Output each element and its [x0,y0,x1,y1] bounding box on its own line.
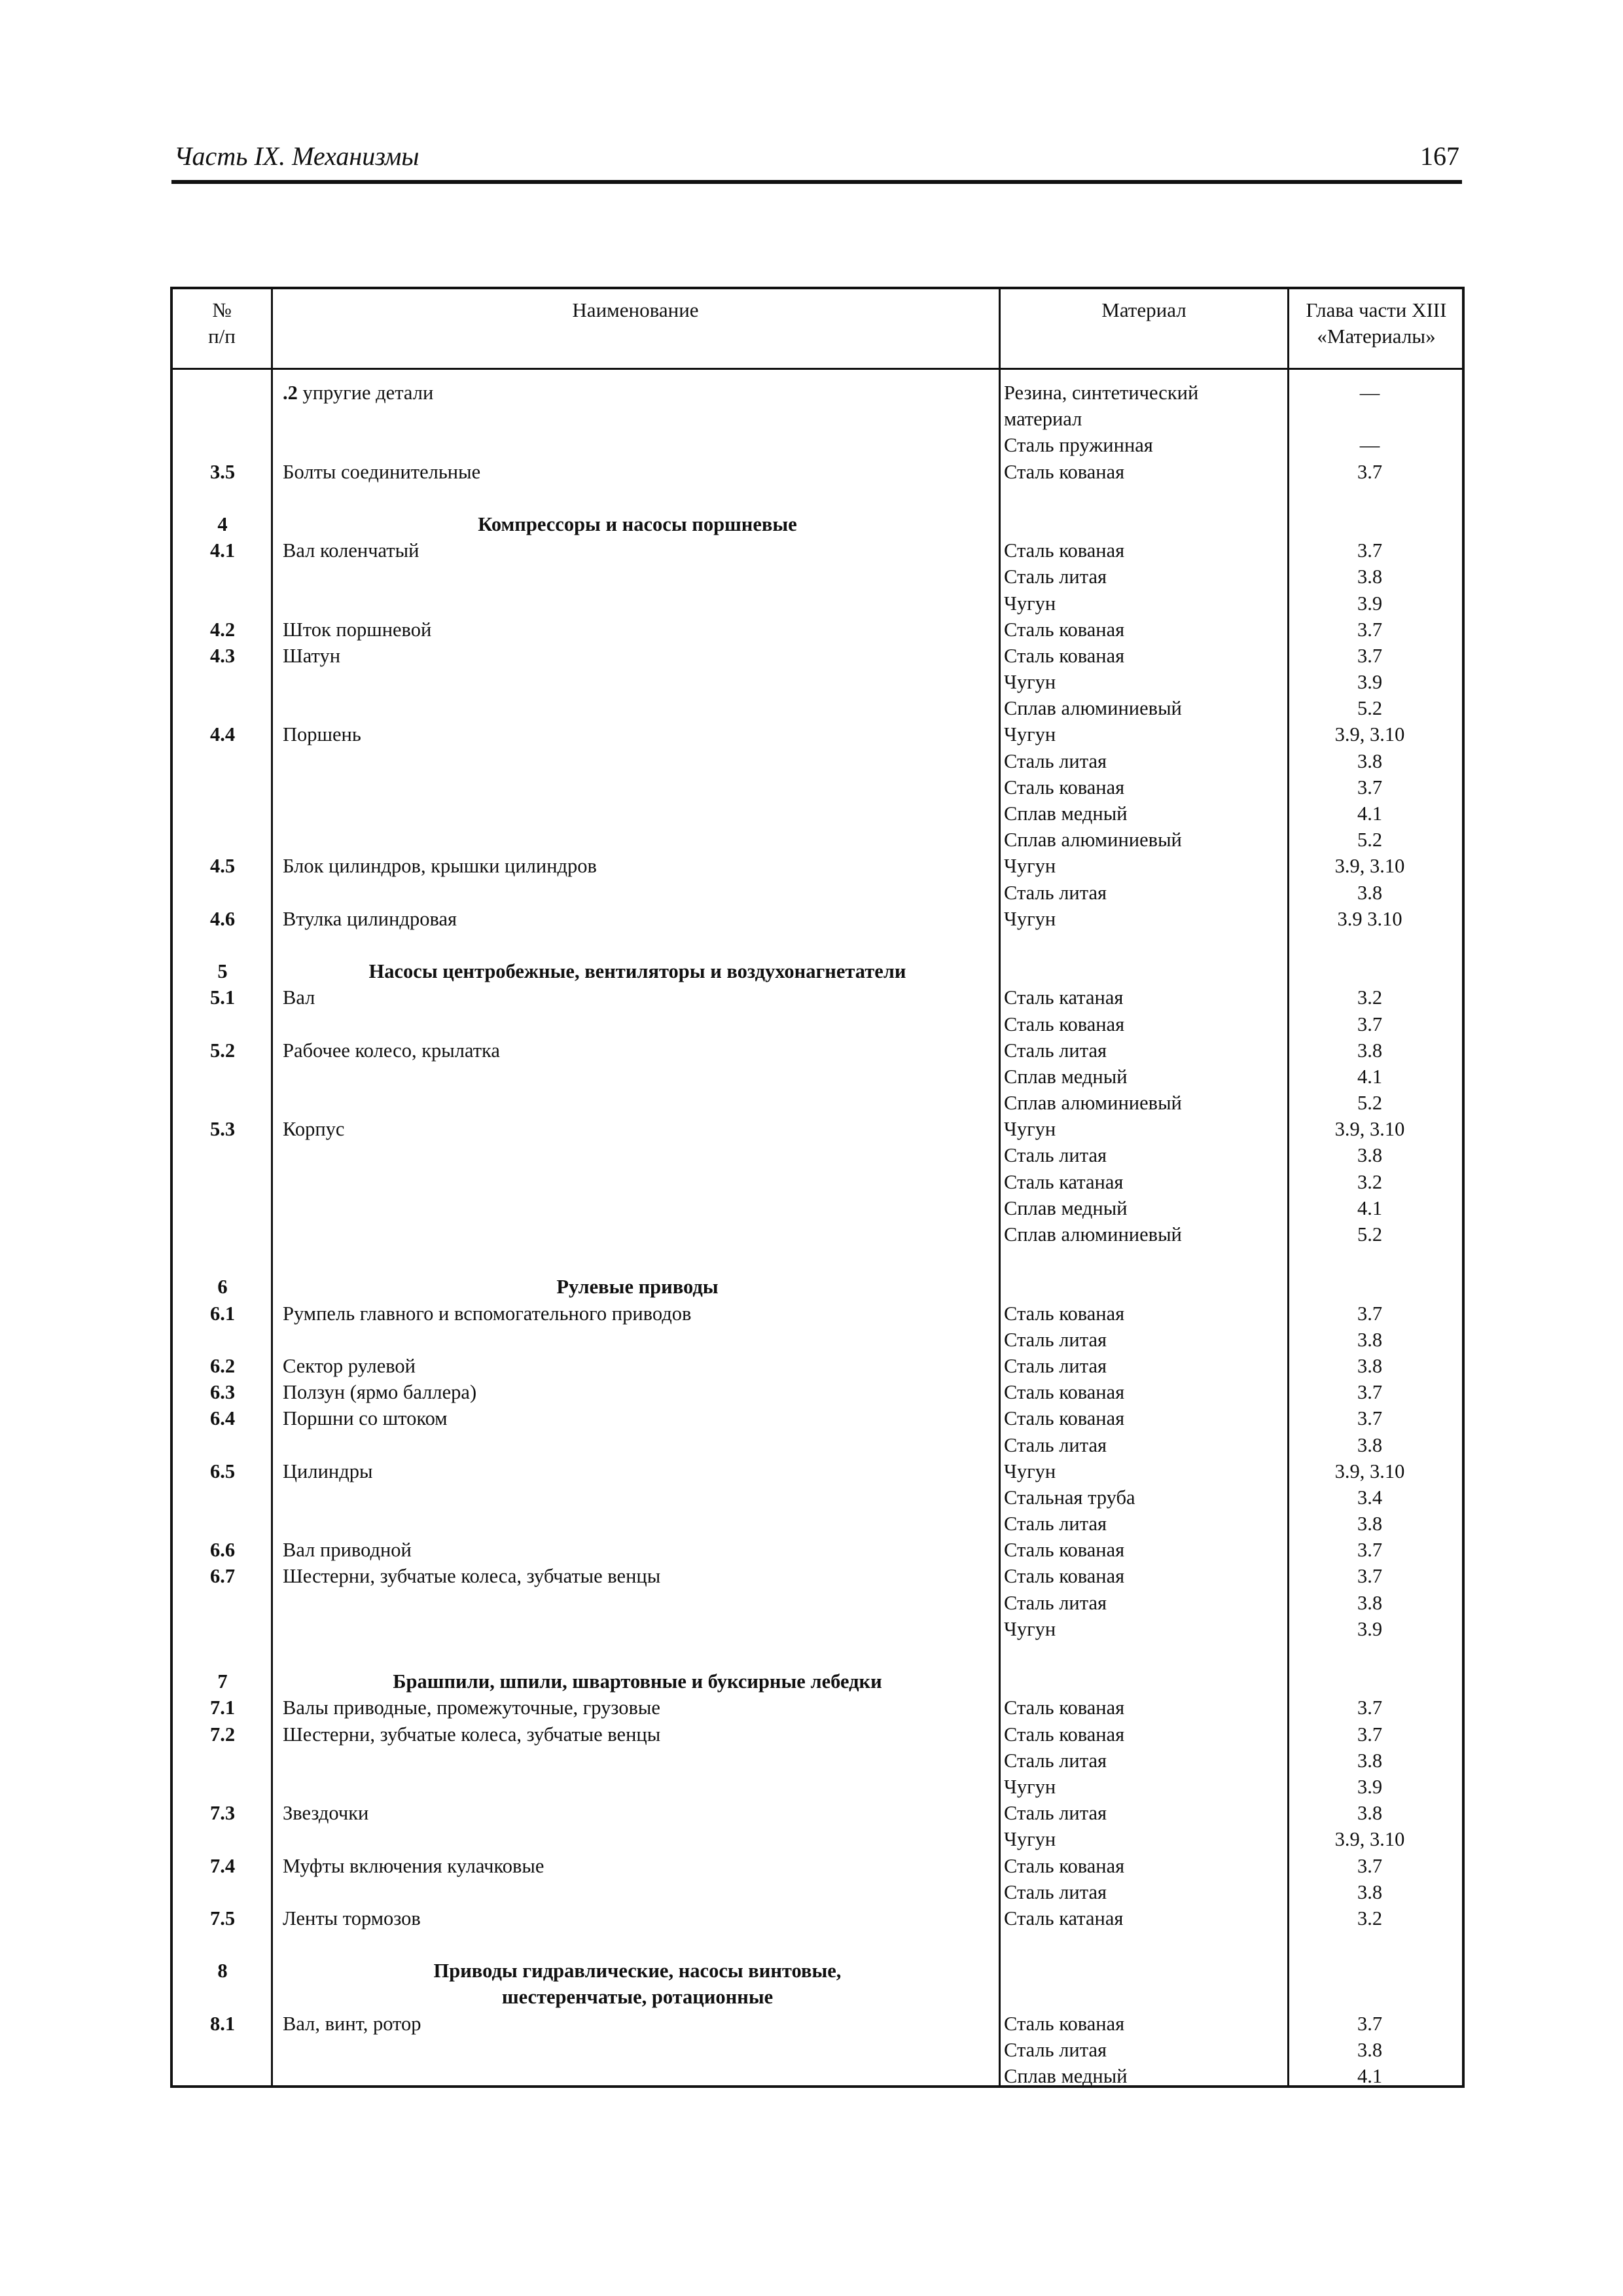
material: Сталь кованая [1004,460,1125,483]
chapter-reference: 3.7 [1357,1539,1383,1562]
chapter-reference: 3.9 [1357,671,1383,694]
item-name: Сектор рулевой [283,1354,416,1377]
item-number: 6.1 [209,1302,236,1325]
chapter-reference: 3.9 3.10 [1337,907,1402,930]
chapter-reference: 3.2 [1357,1907,1383,1929]
chapter-reference: 3.9, 3.10 [1334,723,1405,746]
chapter-reference: 3.9 [1357,1775,1383,1798]
chapter-reference: 3.7 [1357,2012,1383,2035]
table-row [173,1274,1462,1300]
item-name: Вал приводной [283,1539,412,1562]
material: Сталь кованая [1004,618,1125,641]
table-row [173,1300,1462,1327]
material: Сплав медный [1004,802,1128,825]
table-row [173,721,1462,747]
table-row [173,1958,1462,1984]
table-row [173,1458,1462,1484]
chapter-reference: 3.8 [1357,1880,1383,1903]
item-name: Ленты тормозов [283,1907,421,1929]
item-number: 7.4 [209,1854,236,1877]
col-header-material: Материал [1101,298,1186,321]
table-row [173,1090,1462,1116]
material: Чугун [1004,592,1056,615]
material: Сталь кованая [1004,1381,1125,1404]
page-number: 167 [1420,141,1459,171]
material: Сталь кованая [1004,1723,1125,1746]
chapter-reference: 4.1 [1357,1065,1383,1088]
chapter-reference: 3.7 [1357,644,1383,667]
table-row [173,1432,1462,1458]
item-name: Валы приводные, промежуточные, грузовые [283,1696,660,1719]
table-row [173,1879,1462,1905]
chapter-reference: — [1359,434,1380,457]
material: Чугун [1004,1118,1056,1141]
table-row [173,984,1462,1011]
table-row [173,511,1462,537]
chapter-reference: 3.8 [1357,565,1383,588]
material: Сталь кованая [1004,1302,1125,1325]
section-heading: шестеренчатые, ротационные [501,1986,774,2009]
table-row [173,1011,1462,1037]
material: Сталь пружинная [1004,434,1153,457]
table-row [173,1221,1462,1247]
chapter-reference: 3.8 [1357,1591,1383,1614]
item-number: 6.7 [209,1565,236,1588]
item-number: 6.2 [209,1354,236,1377]
material: Стальная труба [1004,1486,1135,1509]
item-number: 5.1 [209,986,236,1009]
table-row [173,1064,1462,1090]
item-number: 4.6 [209,907,236,930]
table-row [173,617,1462,643]
table-row [173,1116,1462,1142]
item-number: 8 [217,1960,228,1982]
chapter-reference: 3.7 [1357,1302,1383,1325]
table-row [173,1405,1462,1431]
table-row [173,1984,1462,2010]
item-number: 4.3 [209,644,236,667]
table-row [173,432,1462,458]
material: Сталь кованая [1004,2012,1125,2035]
table-row [173,1616,1462,1642]
table-row [173,1721,1462,1748]
item-number: 5 [217,960,228,983]
chapter-reference: 3.8 [1357,749,1383,772]
material: Сплав алюминиевый [1004,697,1182,720]
chapter-reference: 3.8 [1357,1433,1383,1456]
chapter-reference: 3.7 [1357,1013,1383,1035]
chapter-reference: 3.8 [1357,881,1383,904]
material: Сталь кованая [1004,1407,1125,1430]
table-row [173,800,1462,827]
chapter-reference: 3.7 [1357,460,1383,483]
table-row [173,1931,1462,1958]
item-name: Румпель главного и вспомогательного приводов [283,1302,692,1325]
material: Сталь литая [1004,1039,1107,1062]
table-row [173,932,1462,958]
running-title: Часть IX. Механизмы [174,141,419,171]
table-row [173,2011,1462,2037]
item-number: 6.5 [209,1460,236,1482]
page-header [171,141,1462,184]
item-name: Вал, винт, ротор [283,2012,421,2035]
material: Сталь литая [1004,1802,1107,1825]
table-row [173,1668,1462,1695]
item-name: Муфты включения кулачковые [283,1854,544,1877]
item-number: 6 [217,1276,228,1299]
material: Сталь кованая [1004,1539,1125,1562]
chapter-reference: 3.7 [1357,1381,1383,1404]
table-row [173,1353,1462,1379]
table-row [173,2037,1462,2063]
table-row [173,1379,1462,1405]
item-name [283,380,996,406]
table-row [173,853,1462,879]
section-heading: Рулевые приводы [556,1276,719,1299]
table-row [173,590,1462,617]
item-number: 6.6 [209,1539,236,1562]
chapter-reference: 3.2 [1357,986,1383,1009]
chapter-reference: 3.8 [1357,1039,1383,1062]
chapter-reference: 3.8 [1357,1144,1383,1167]
table-row [173,1563,1462,1589]
chapter-reference: 3.9, 3.10 [1334,1828,1405,1851]
item-number: 7.1 [209,1696,236,1719]
item-name: Вал [283,986,315,1009]
material: Сталь литая [1004,1880,1107,1903]
table-row [173,827,1462,853]
material: Сталь литая [1004,749,1107,772]
table-row [173,1169,1462,1195]
table-row [173,880,1462,906]
material: Сталь кованая [1004,776,1125,798]
chapter-reference: 5.2 [1357,697,1383,720]
chapter-reference: 3.7 [1357,618,1383,641]
item-name: Втулка цилиндровая [283,907,457,930]
material: материал [1004,408,1082,431]
material: Сплав медный [1004,1196,1128,1219]
chapter-reference: 3.9 [1357,592,1383,615]
section-heading: Компрессоры и насосы поршневые [478,512,797,535]
col-header-name: Наименование [572,298,699,321]
material: Сталь литая [1004,565,1107,588]
material: Сталь кованая [1004,539,1125,562]
item-number: 5.2 [209,1039,236,1062]
chapter-reference: 3.7 [1357,776,1383,798]
material: Сталь кованая [1004,644,1125,667]
table-row [173,406,1462,432]
table-row [173,1826,1462,1852]
material: Сталь литая [1004,1591,1107,1614]
chapter-reference: 3.2 [1357,1170,1383,1193]
item-number: 5.3 [209,1118,236,1141]
material: Сплав медный [1004,2065,1128,2087]
item-number: 4.1 [209,539,236,562]
table-row [173,1537,1462,1563]
item-name: Цилиндры [283,1460,373,1482]
item-number: 7.3 [209,1802,236,1825]
chapter-reference: 4.1 [1357,1196,1383,1219]
table-row [173,537,1462,564]
section-heading: Насосы центробежные, вентиляторы и воздухонагнетатели [368,960,906,983]
header-divider [173,368,1462,370]
table-row [173,1748,1462,1774]
chapter-reference: 3.7 [1357,1723,1383,1746]
materials-table [170,287,1465,2088]
material: Сталь катаная [1004,986,1124,1009]
item-name: Шатун [283,644,341,667]
item-name: Болты соединительные [283,460,481,483]
item-number: 4 [217,512,228,535]
chapter-reference: 5.2 [1357,1092,1383,1115]
item-number: 4.4 [209,723,236,746]
material: Сталь кованая [1004,1696,1125,1719]
chapter-reference: 3.7 [1357,539,1383,562]
material: Сплав медный [1004,1065,1128,1088]
table-row [173,695,1462,721]
material: Сталь катаная [1004,1907,1124,1929]
table-row [173,1511,1462,1537]
table-row [173,748,1462,774]
col-header-number: № п/п [208,298,236,348]
item-number: 7.5 [209,1907,236,1929]
chapter-reference: 4.1 [1357,2065,1383,2087]
material: Сплав алюминиевый [1004,1092,1182,1115]
section-heading: Брашпили, шпили, швартовные и буксирные лебедки [393,1670,882,1693]
item-name: Шток поршневой [283,618,432,641]
chapter-reference: — [1359,382,1380,404]
material: Чугун [1004,855,1056,878]
chapter-reference: 3.8 [1357,1513,1383,1535]
section-heading: Приводы гидравлические, насосы винтовые, [433,1960,842,1982]
table-row [173,485,1462,511]
chapter-reference: 3.9 [1357,1617,1383,1640]
table-row [173,1142,1462,1168]
material: Чугун [1004,1617,1056,1640]
table-row [173,643,1462,669]
chapter-reference: 3.8 [1357,1328,1383,1351]
item-name: Шестерни, зубчатые колеса, зубчатые венцы [283,1723,661,1746]
chapter-reference: 3.9, 3.10 [1334,1118,1405,1141]
item-number: 4.2 [209,618,236,641]
chapter-reference: 4.1 [1357,802,1383,825]
item-number: 6.4 [209,1407,236,1430]
material: Сталь литая [1004,1354,1107,1377]
item-number: 7 [217,1670,228,1693]
chapter-reference: 3.8 [1357,1354,1383,1377]
material: Сталь литая [1004,2038,1107,2061]
table-row [173,1642,1462,1668]
table-row [173,1037,1462,1064]
item-name: Корпус [283,1118,345,1141]
table-row [173,958,1462,984]
material: Сталь литая [1004,1513,1107,1535]
item-name: Звездочки [283,1802,369,1825]
item-name-text: упругие детали [297,382,434,404]
item-name: Поршень [283,723,361,746]
table-row [173,1774,1462,1800]
table-row [173,1247,1462,1274]
material: Чугун [1004,1775,1056,1798]
material: Чугун [1004,671,1056,694]
material: Сплав алюминиевый [1004,829,1182,852]
chapter-reference: 3.8 [1357,1749,1383,1772]
table-row [173,1590,1462,1616]
table-row [173,1695,1462,1721]
material: Резина, синтетический [1004,382,1199,404]
material: Чугун [1004,1460,1056,1482]
item-number: 6.3 [209,1381,236,1404]
chapter-reference: 3.9, 3.10 [1334,855,1405,878]
material: Сталь кованая [1004,1013,1125,1035]
item-number: 7.2 [209,1723,236,1746]
chapter-reference: 3.8 [1357,2038,1383,2061]
table-row [173,1800,1462,1826]
material: Чугун [1004,907,1056,930]
chapter-reference: 3.7 [1357,1565,1383,1588]
material: Сталь литая [1004,1749,1107,1772]
item-name: Шестерни, зубчатые колеса, зубчатые венцы [283,1565,661,1588]
table-row [173,1853,1462,1879]
item-name: Блок цилиндров, крышки цилиндров [283,855,597,878]
material: Сталь литая [1004,1144,1107,1167]
table-row [173,906,1462,932]
table-row [173,1195,1462,1221]
chapter-reference: 3.9, 3.10 [1334,1460,1405,1482]
table-row [173,1327,1462,1353]
item-name: Ползун (ярмо баллера) [283,1381,477,1404]
chapter-reference: 3.8 [1357,1802,1383,1825]
material: Сталь литая [1004,1328,1107,1351]
item-number: 8.1 [209,2012,236,2035]
item-name: Поршни со штоком [283,1407,448,1430]
table-row [173,380,1462,406]
material: Сталь литая [1004,1433,1107,1456]
item-number: 4.5 [209,855,236,878]
chapter-reference: 3.4 [1357,1486,1383,1509]
material: Сталь кованая [1004,1565,1125,1588]
table-row [173,1484,1462,1511]
chapter-reference: 3.7 [1357,1407,1383,1430]
material: Чугун [1004,723,1056,746]
item-name-prefix: .2 [283,382,298,404]
table-row [173,2063,1462,2089]
material: Чугун [1004,1828,1056,1851]
table-row [173,564,1462,590]
chapter-reference: 5.2 [1357,1223,1383,1246]
table-row [173,1905,1462,1931]
item-name: Вал коленчатый [283,539,419,562]
material: Сталь литая [1004,881,1107,904]
table-row [173,774,1462,800]
chapter-reference: 5.2 [1357,829,1383,852]
chapter-reference: 3.7 [1357,1854,1383,1877]
col-header-chapter: Глава части XIII «Материалы» [1306,298,1447,348]
item-name: Рабочее колесо, крылатка [283,1039,500,1062]
material: Сталь кованая [1004,1854,1125,1877]
item-number: 3.5 [209,460,236,483]
chapter-reference: 3.7 [1357,1696,1383,1719]
table-body [173,380,1462,2089]
table-row [173,669,1462,695]
material: Сплав алюминиевый [1004,1223,1182,1246]
material: Сталь катаная [1004,1170,1124,1193]
table-row [173,459,1462,485]
